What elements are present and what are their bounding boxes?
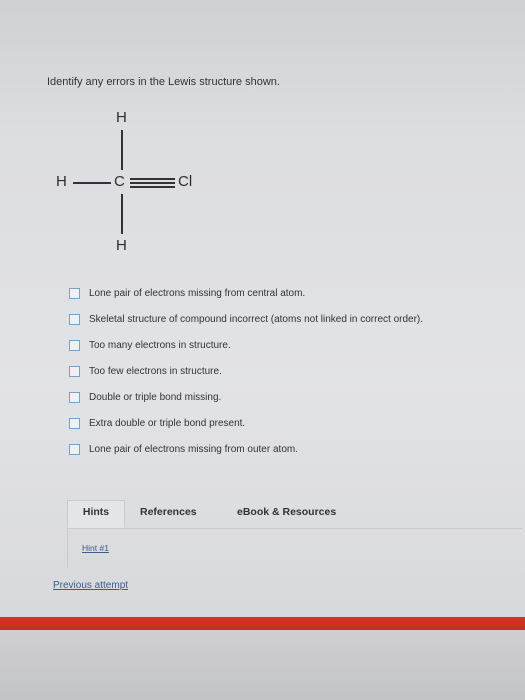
- option-checkbox[interactable]: [69, 366, 80, 377]
- tab-references[interactable]: References: [140, 506, 197, 518]
- atom-left-h: H: [56, 173, 67, 190]
- option-too-few-electrons[interactable]: [69, 358, 423, 384]
- bond-c-h-top: [121, 130, 123, 170]
- hint-1-link[interactable]: Hint #1: [82, 543, 109, 553]
- resource-tabs: [67, 500, 522, 529]
- bond-c-cl-1: [130, 178, 175, 180]
- red-divider-bar: [0, 617, 525, 630]
- option-too-many-electrons[interactable]: [69, 332, 423, 358]
- option-label: Too few electrons in structure.: [89, 365, 222, 377]
- previous-attempt-link[interactable]: Previous attempt: [53, 580, 129, 591]
- lewis-structure: [50, 100, 250, 270]
- option-checkbox[interactable]: [69, 444, 80, 455]
- option-checkbox[interactable]: [69, 288, 80, 299]
- atom-bottom-h: H: [116, 237, 127, 254]
- option-extra-bond[interactable]: [69, 410, 423, 436]
- answer-options: [69, 280, 423, 462]
- tab-hints[interactable]: Hints: [67, 500, 125, 528]
- option-bond-missing[interactable]: [69, 384, 423, 410]
- option-checkbox[interactable]: [69, 392, 80, 403]
- option-label: Too many electrons in structure.: [89, 339, 231, 351]
- bond-c-cl-3: [130, 186, 175, 188]
- bottom-area: [0, 630, 525, 700]
- atom-top-h: H: [116, 109, 127, 126]
- tab-ebook-resources[interactable]: eBook & Resources: [237, 506, 337, 518]
- option-skeletal-structure[interactable]: [69, 306, 423, 332]
- option-lone-pair-central[interactable]: [69, 280, 423, 306]
- option-label: Double or triple bond missing.: [89, 391, 222, 403]
- option-label: Extra double or triple bond present.: [89, 417, 246, 429]
- option-checkbox[interactable]: [69, 418, 80, 429]
- option-lone-pair-outer[interactable]: [69, 436, 423, 462]
- hints-panel: [67, 528, 523, 568]
- bond-c-cl-2: [130, 182, 175, 184]
- bond-c-h-left: [73, 182, 111, 184]
- atom-right-cl: Cl: [178, 173, 193, 190]
- bond-c-h-bottom: [121, 194, 123, 234]
- option-label: Skeletal structure of compound incorrect (atoms not linked in correct order).: [89, 313, 424, 325]
- option-checkbox[interactable]: [69, 340, 80, 351]
- option-label: Lone pair of electrons missing from central atom.: [89, 287, 306, 299]
- option-label: Lone pair of electrons missing from outer atom.: [89, 443, 298, 455]
- atom-center-c: C: [114, 173, 125, 190]
- option-checkbox[interactable]: [69, 314, 80, 325]
- question-text: Identify any errors in the Lewis structure shown.: [47, 76, 280, 88]
